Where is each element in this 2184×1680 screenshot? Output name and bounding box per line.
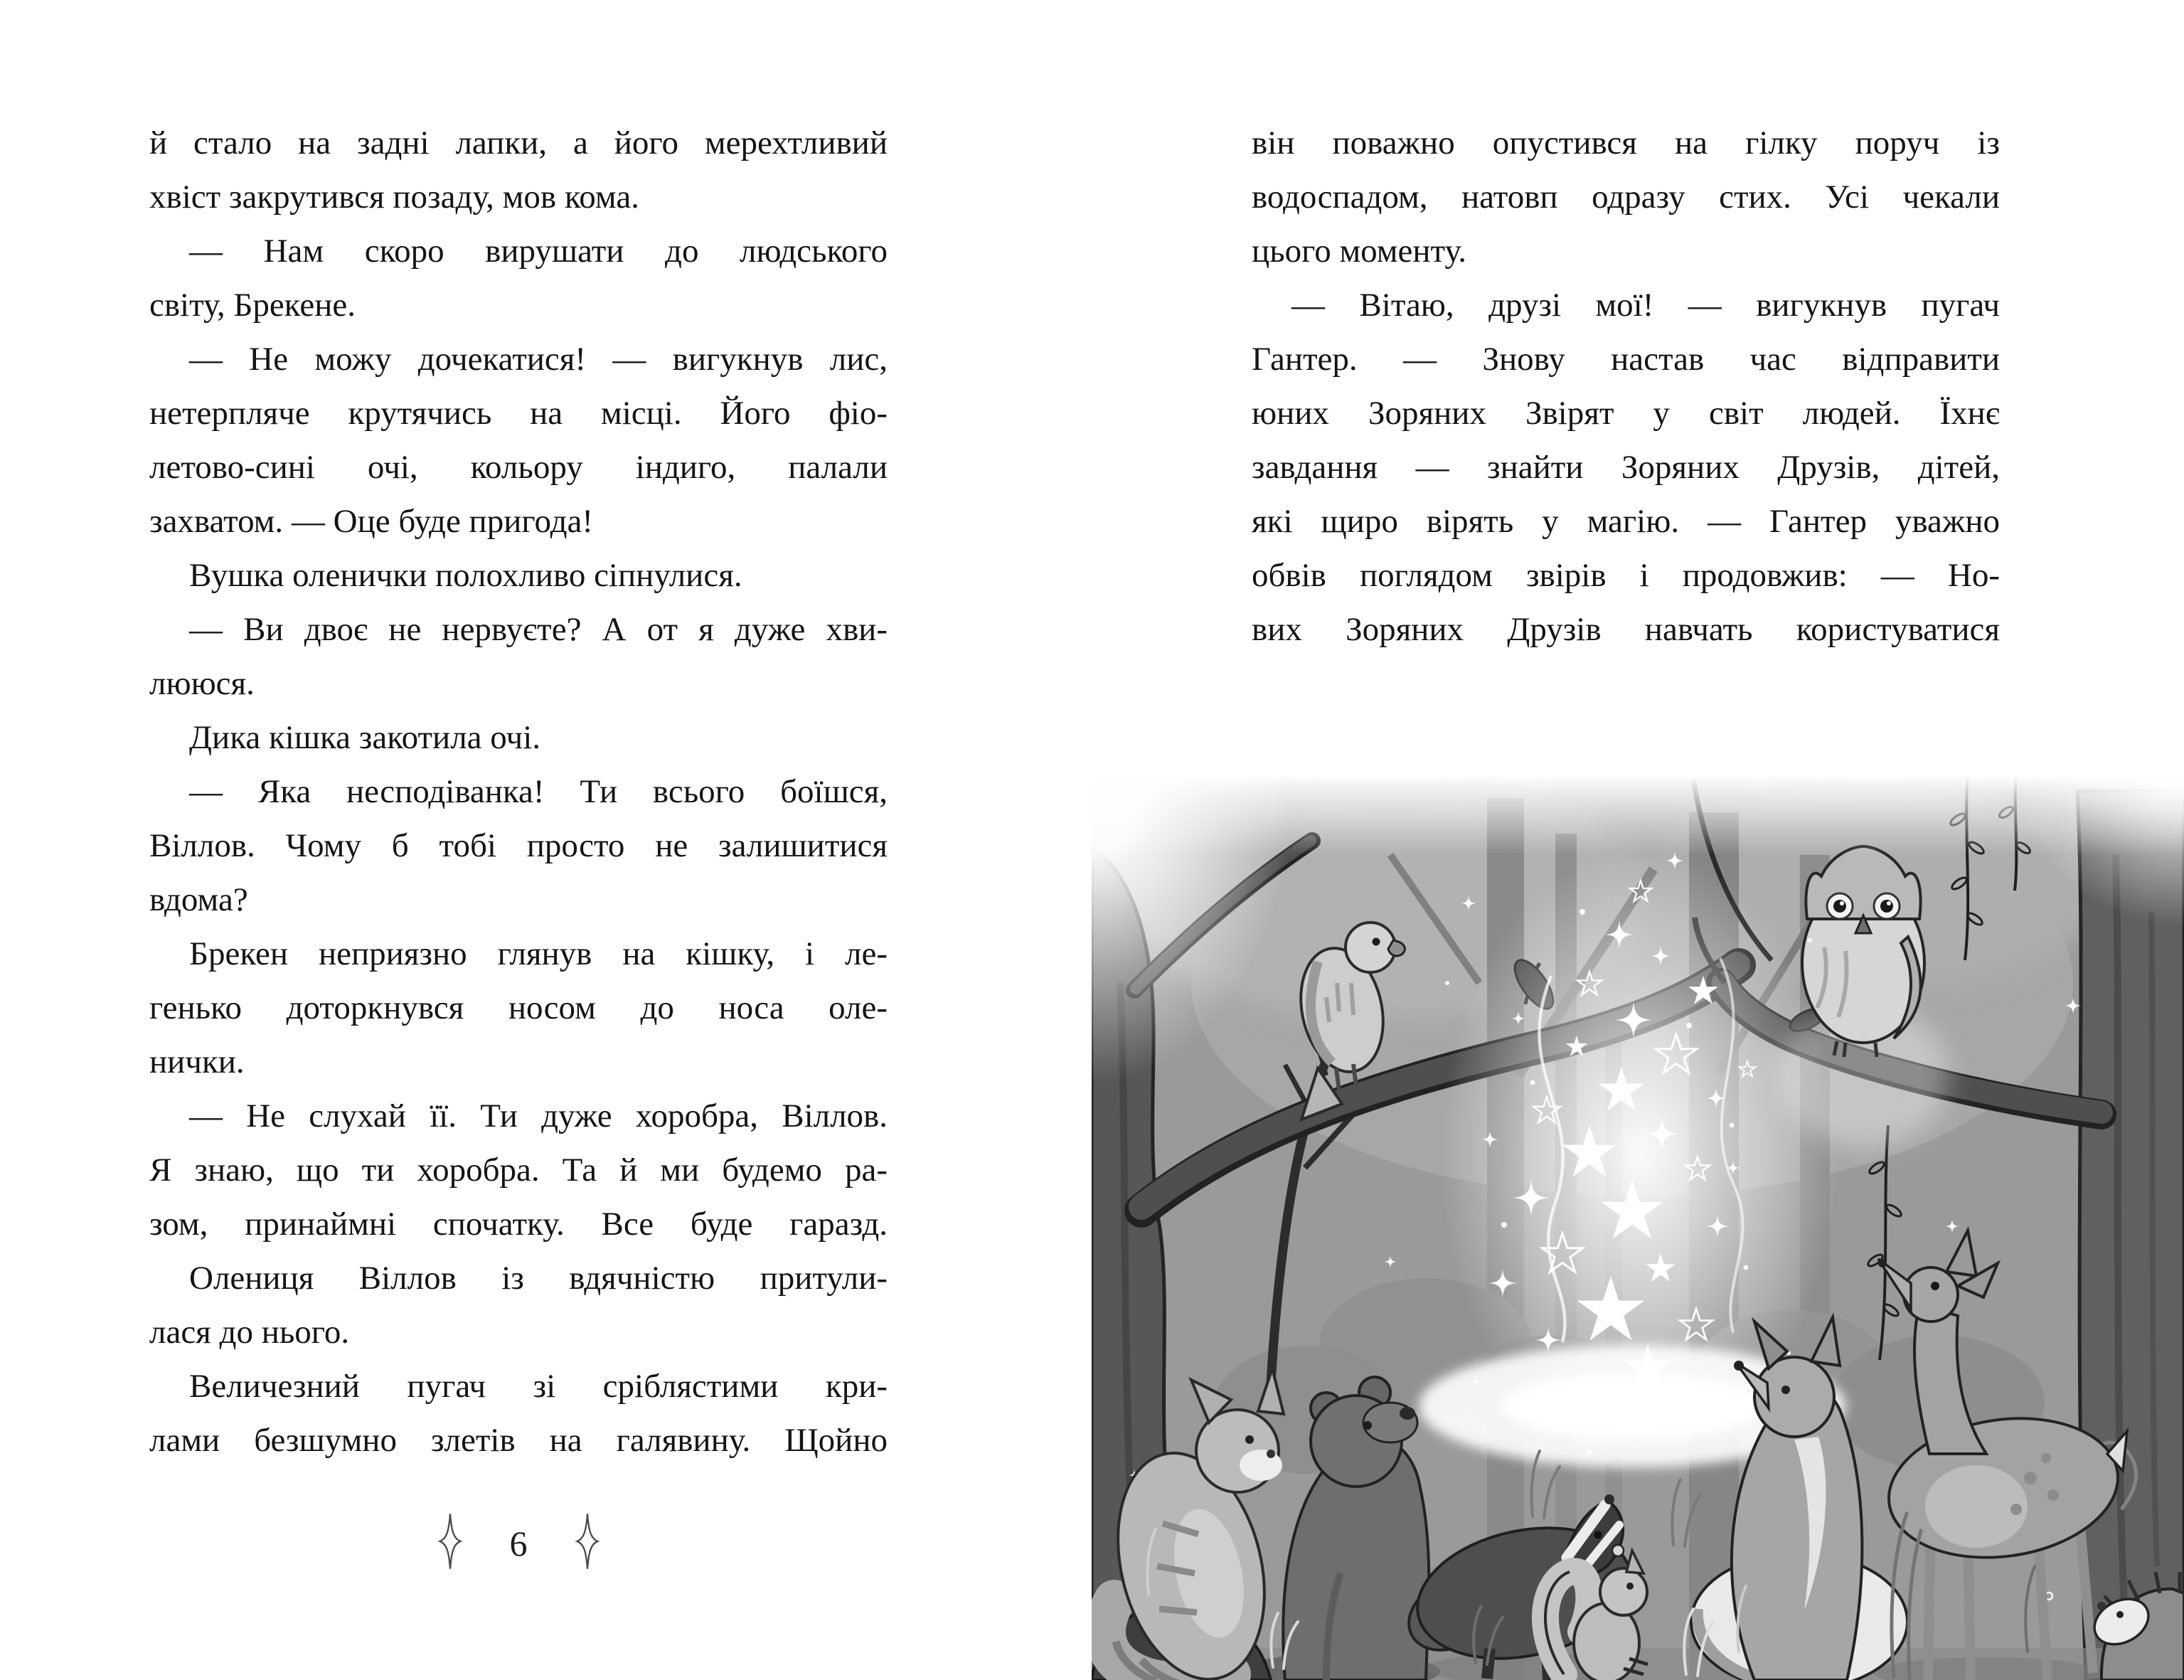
text-line: світу, Брекене. [149, 287, 356, 324]
text-line: водоспадом, натовп одразу стих. Усі чекали [1252, 179, 2000, 216]
text-line: — Яка несподіванка! Ти всього боїшся, [189, 773, 888, 810]
text-line: Олениця Віллов із вдячністю притули- [189, 1260, 888, 1297]
right-page-text [1252, 116, 2000, 656]
sparkle-star-right-icon [575, 1509, 600, 1574]
text-line: — Не слухай її. Ти дуже хоробра, Віллов. [189, 1097, 888, 1134]
text-line: Я знаю, що ти хоробра. Та й ми будемо ра- [149, 1152, 888, 1189]
text-line: Дика кішка закотила очі. [189, 719, 541, 756]
text-line: лася до нього. [149, 1314, 350, 1351]
text-line: летово-сині очі, кольору індиго, палали [149, 449, 888, 486]
page-footer [149, 1502, 888, 1580]
text-line: вдома? [149, 881, 248, 918]
text-line: захватом. — Оце буде пригода! [149, 503, 594, 540]
text-line: — Вітаю, друзі мої! — вигукнув пугач [1291, 287, 2000, 324]
text-line: цього моменту. [1252, 233, 1467, 270]
text-line: хвіст закрутився позаду, мов кома. [149, 179, 639, 216]
text-line: лами безшумно злетів на галявину. Щойно [149, 1422, 888, 1459]
text-line: й стало на задні лапки, а його мерехтливий [149, 124, 888, 161]
text-line: Брекен неприязно глянув на кішку, і ле- [189, 935, 888, 972]
text-line: юних Зоряних Звірят у світ людей. Їхнє [1252, 395, 2000, 432]
text-line: Величезний пугач зі сріблястими кри- [189, 1368, 888, 1405]
text-line: Гантер. — Знову настав час відправити [1252, 341, 2000, 378]
text-line: — Нам скоро вирушати до людського [189, 233, 888, 270]
text-line: зом, принаймні спочатку. Все буде гаразд. [149, 1206, 888, 1243]
text-line: Віллов. Чому б тобі просто не залишитися [149, 827, 888, 864]
text-line: які щиро вірять у магію. — Гантер уважно [1252, 503, 2000, 540]
left-page-text [149, 116, 888, 1467]
text-line: завдання — знайти Зоряних Друзів, дітей, [1252, 449, 2000, 486]
text-line: Вушка оленички полохливо сіпнулися. [189, 557, 742, 594]
text-line: обвів поглядом звірів і продовжив: — Но- [1252, 557, 2000, 594]
text-line: вих Зоряних Друзів навчать користуватися [1252, 611, 2000, 648]
book-illustration [1092, 770, 2184, 1680]
text-line: він поважно опустився на гілку поруч із [1252, 124, 2000, 161]
text-line: генько доторкнувся носом до носа оле- [149, 989, 888, 1026]
sparkle-star-left-icon [437, 1509, 463, 1574]
text-line: — Ви двоє не нервуєте? А от я дуже хви- [189, 611, 888, 648]
page-number: 6 [509, 1524, 528, 1563]
text-line: нички. [149, 1043, 245, 1080]
text-line: — Не можу дочекатися! — вигукнув лис, [189, 341, 888, 378]
text-line: лююся. [149, 665, 255, 702]
forest-scene [1092, 770, 2184, 1680]
text-line: нетерпляче крутячись на місці. Його фіо- [149, 395, 888, 432]
